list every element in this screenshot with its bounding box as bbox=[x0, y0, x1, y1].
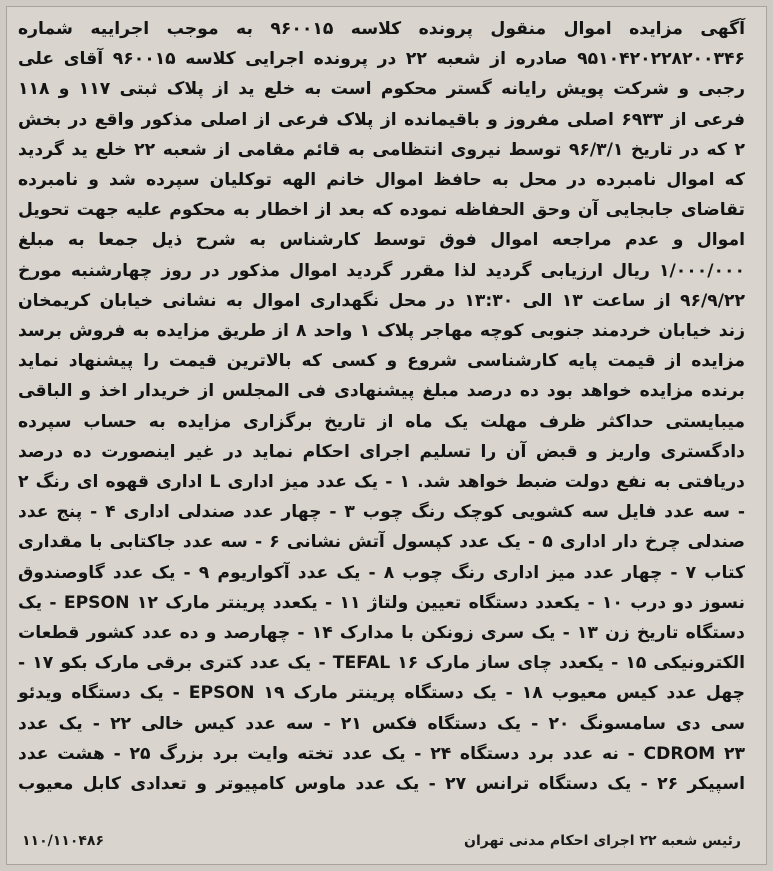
auction-notice-text: آگهی مزایده اموال منقول پرونده کلاسه ۹۶۰۰۱۵ به موجب اجراییه شماره ۹۵۱۰۴۲۰۲۲۸۲۰۰۳۴۶ صادره از شعبه ۲۲ در پرونده اجرایی کلاسه ۹۶۰۰۱۵ آقای علی رجبی و شرکت پویش رایانه گستر محکوم است به خلع ید از پلاک ثبتی ۱۱۷ و ۱۱۸ فرعی از ۶۹۳۳ اصلی مفروز و باقیمانده از پلاک فرعی از اصلی مذکور واقع در بخش ۲ که در تاریخ ۹۶/۳/۱ توسط نیروی انتظامی به قائم مقامی از شعبه ۲۲ خلع ید گردید که اموال نامبرده در محل به حافظ اموال خانم الهه توکلیان سپرده شد و نامبرده تقاضای جابجایی آن وحق الحفاظه نموده که بعد از اخطار به محکوم علیه جهت تحویل اموال و عدم مراجعه اموال فوق توسط کارشناس به شرح ذیل جمعا به مبلغ ۱/۰۰۰/۰۰۰ ریال ارزیابی گردید لذا مقرر گردید اموال مذکور در روز چهارشنبه مورخ ۹۶/۹/۲۲ از ساعت ۱۳ الی ۱۳:۳۰ در محل نگهداری اموال به نشانی خیابان کریمخان زند خیابان خردمند جنوبی کوچه مهاجر پلاک ۱ واحد ۸ از طریق مزایده به فروش برسد مزایده از قیمت پایه کارشناسی شروع و کسی که بالاترین قیمت را پیشنهاد نماید برنده مزایده خواهد بود ده درصد مبلغ پیشنهادی فی المجلس از خریدار اخذ و الباقی میبایستی حداکثر ظرف مهلت یک ماه از تاریخ برگزاری مزایده به حساب سپرده دادگستری واریز و قبض آن را تسلیم اجرای احکام نماید در غیر اینصورت ده درصد دریافتی به نفع دولت ضبط خواهد شد. ۱ - یک عدد میز اداری L اداری قهوه ای رنگ ۲ - سه عدد فایل سه کشویی کوچک رنگ چوب ۳ - چهار عدد صندلی اداری ۴ - پنج عدد صندلی چرخ دار اداری ۵ - یک عدد کپسول آتش نشانی ۶ - سه عدد جاکتابی با مقداری کتاب ۷ - چهار عدد میز اداری رنگ چوب ۸ - یک عدد آکواریوم ۹ - یک عدد گاوصندوق نسوز دو درب ۱۰ - یکعدد دستگاه تعیین ولتاژ ۱۱ - یکعدد پرینتر مارک EPSON ۱۲ - یک دستگاه تاریخ زن ۱۳ - یک سری زونکن با مدارک ۱۴ - چهارصد و ده عدد کشور قطعات الکترونیکی ۱۵ - یکعدد چای ساز مارک TEFAL ۱۶ - یک عدد کتری برقی مارک بکو ۱۷ - چهل عدد کیس معیوب ۱۸ - یک دستگاه پرینتر مارک EPSON ۱۹ - یک دستگاه ویدئو سی دی سامسونگ ۲۰ - یک دستگاه فکس ۲۱ - سه عدد کیس خالی ۲۲ - یک عدد CDROM ۲۳ - نه عدد برد دستگاه ۲۴ - یک عدد تخته وایت برد بزرگ ۲۵ - هشت عدد اسپیکر ۲۶ - یک دستگاه ترانس ۲۷ - یک عدد ماوس کامپیوتر و تعدادی کابل معیوب bbox=[18, 19, 746, 795]
notice-footer bbox=[22, 833, 741, 857]
notice-code: ۱۱۰/۱۱۰۴۸۶ bbox=[22, 833, 105, 849]
signature-line: رئیس شعبه ۲۲ اجرای احکام مدنی تهران bbox=[464, 833, 741, 849]
